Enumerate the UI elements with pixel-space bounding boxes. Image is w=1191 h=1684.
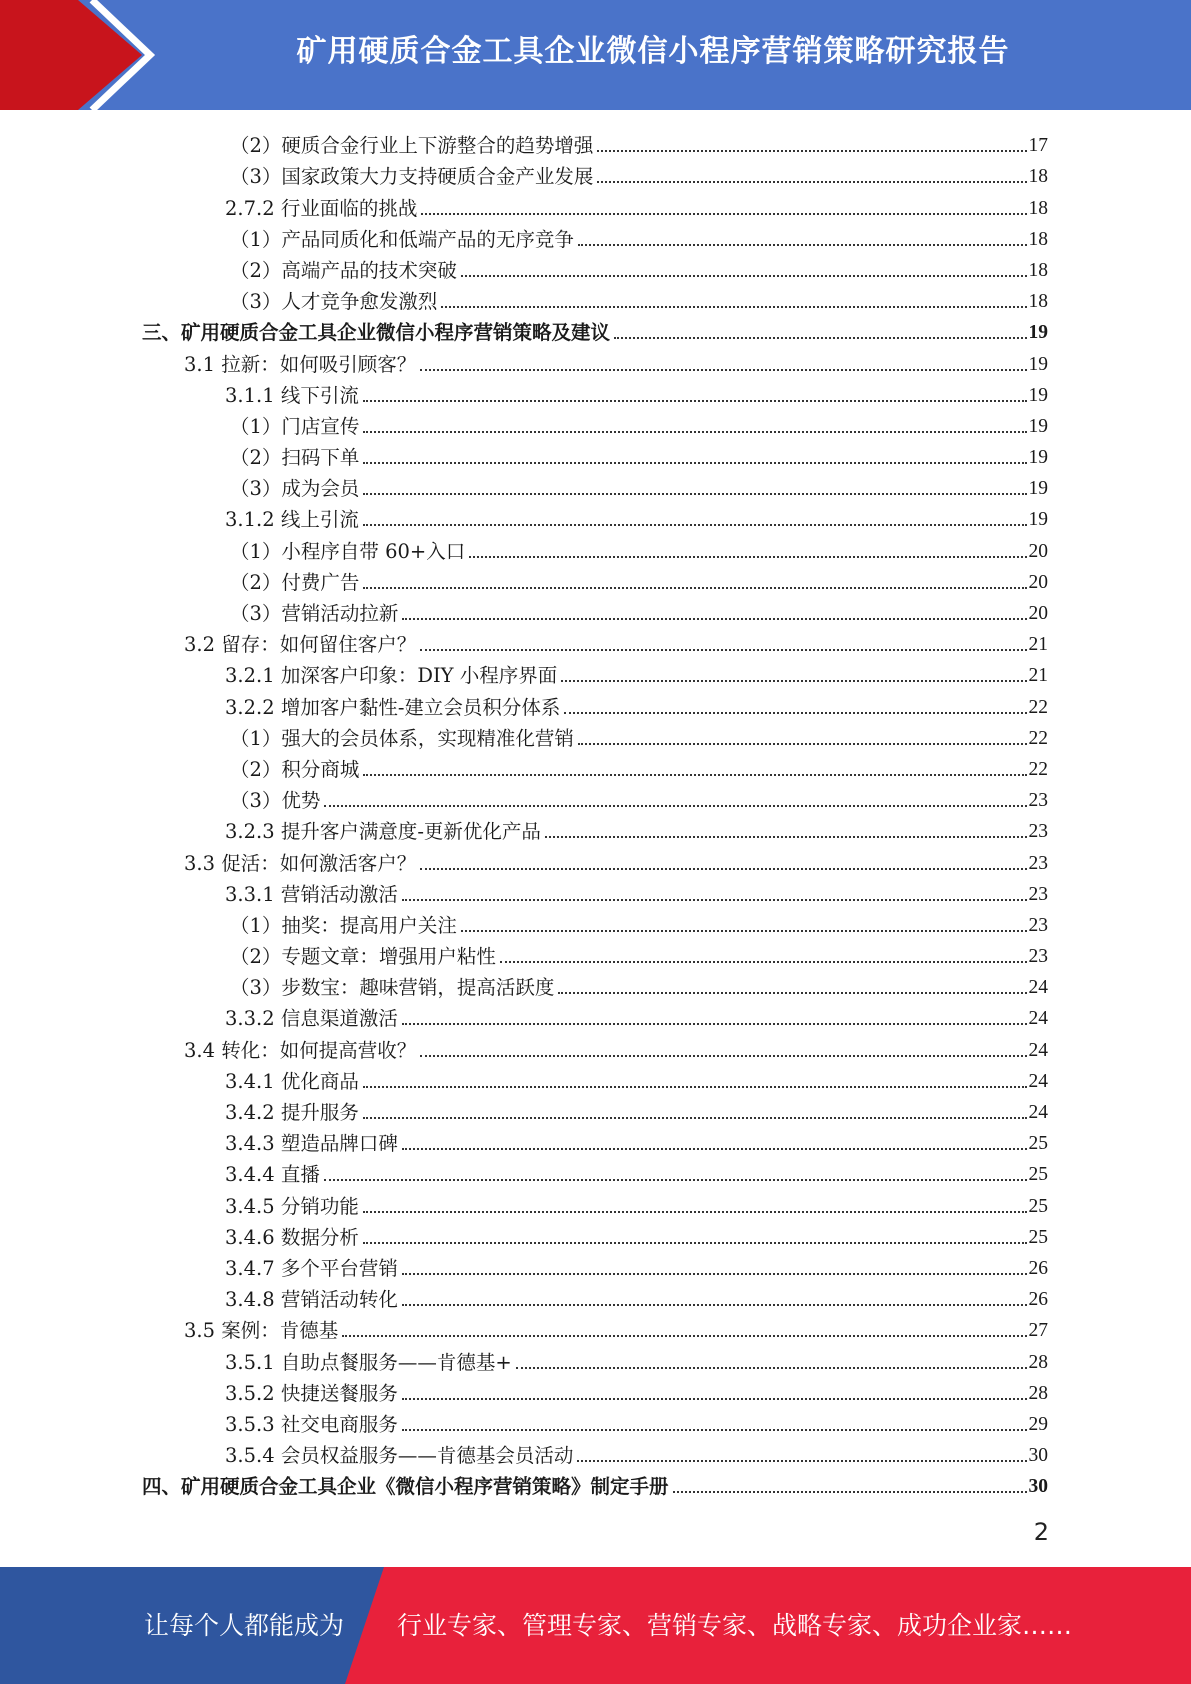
toc-entry-title: （3）人才竞争愈发激烈 [230, 290, 438, 314]
toc-entry[interactable] [142, 1437, 1048, 1468]
toc-dot-leader [402, 1304, 1027, 1306]
toc-entry-page: 24 [1028, 1039, 1048, 1061]
toc-dot-leader [597, 181, 1026, 183]
toc-dot-leader [363, 1086, 1027, 1088]
toc-entry[interactable] [142, 907, 1048, 938]
toc-entry-title: （2）付费广告 [230, 570, 360, 594]
page-header [0, 0, 1191, 110]
toc-entry-page: 20 [1028, 603, 1048, 624]
toc-entry-title: 2.7.2 行业面临的挑战 [225, 196, 418, 220]
toc-entry[interactable] [142, 1219, 1048, 1250]
toc-dot-leader [578, 743, 1027, 745]
toc-entry-page: 28 [1028, 1351, 1048, 1373]
toc-dot-leader [363, 524, 1027, 526]
toc-entry[interactable] [142, 189, 1048, 220]
toc-dot-leader [516, 1367, 1027, 1369]
toc-dot-leader [324, 805, 1026, 807]
toc-entry-title: 3.1.2 线上引流 [225, 508, 359, 532]
toc-entry-title: 3.4.7 多个平台营销 [225, 1256, 398, 1280]
toc-entry-page: 23 [1028, 946, 1048, 968]
toc-dot-leader [342, 1335, 1026, 1337]
toc-entry-title: 3.4.1 优化商品 [225, 1069, 359, 1093]
page-footer [0, 1567, 1191, 1684]
toc-entry-page: 23 [1028, 883, 1048, 905]
toc-entry-title: （3）国家政策大力支持硬质合金产业发展 [230, 165, 594, 189]
toc-entry-title: （3）优势 [230, 789, 321, 813]
toc-entry[interactable] [142, 314, 1048, 345]
toc-entry-page: 18 [1028, 291, 1048, 313]
toc-entry[interactable] [142, 345, 1048, 376]
toc-dot-leader [324, 1179, 1027, 1181]
toc-entry[interactable] [142, 1281, 1048, 1312]
toc-entry-page: 22 [1028, 758, 1048, 780]
toc-dot-leader [363, 462, 1026, 464]
toc-entry-page: 26 [1028, 1257, 1048, 1279]
toc-dot-leader [420, 1055, 1026, 1057]
toc-dot-leader [420, 868, 1026, 870]
toc-entry-title: 3.3 促活：如何激活客户？ [184, 851, 417, 875]
toc-dot-leader [441, 306, 1026, 308]
toc-entry-page: 24 [1028, 1008, 1048, 1030]
toc-entry-page: 17 [1028, 135, 1048, 157]
toc-dot-leader [363, 493, 1026, 495]
toc-entry[interactable] [142, 1000, 1048, 1031]
toc-entry[interactable] [142, 595, 1048, 626]
toc-entry[interactable] [142, 127, 1048, 158]
toc-entry-title: （1）产品同质化和低端产品的无序竞争 [230, 227, 574, 251]
toc-entry-title: （3）步数宝：趣味营销，提高活跃度 [230, 976, 555, 1000]
toc-entry-title: （2）扫码下单 [230, 446, 360, 470]
toc-entry-page: 25 [1028, 1195, 1048, 1217]
toc-dot-leader [402, 1148, 1027, 1150]
toc-entry[interactable] [142, 1094, 1048, 1125]
toc-entry[interactable] [142, 439, 1048, 470]
toc-entry[interactable] [142, 1406, 1048, 1437]
toc-entry-page: 22 [1028, 727, 1048, 749]
toc-entry-title: 3.2 留存：如何留住客户？ [184, 633, 417, 657]
toc-dot-leader [402, 899, 1027, 901]
toc-entry[interactable] [142, 1125, 1048, 1156]
toc-dot-leader [561, 680, 1026, 682]
toc-entry-page: 25 [1028, 1226, 1048, 1248]
toc-entry-title: 3.5.3 社交电商服务 [225, 1412, 398, 1436]
toc-entry-page: 23 [1028, 821, 1048, 843]
toc-entry-title: 3.4.6 数据分析 [225, 1225, 359, 1249]
toc-entry-title: （1）强大的会员体系，实现精准化营销 [230, 726, 574, 750]
toc-entry-title: 3.5.4 会员权益服务——肯德基会员活动 [225, 1444, 574, 1468]
toc-entry-page: 29 [1028, 1413, 1048, 1435]
toc-entry-page: 20 [1028, 571, 1048, 593]
toc-entry-page: 23 [1028, 790, 1048, 812]
toc-entry-page: 25 [1028, 1164, 1048, 1186]
toc-entry-page: 21 [1028, 634, 1048, 656]
table-of-contents [142, 127, 1048, 1499]
toc-entry-page: 19 [1028, 509, 1048, 531]
toc-entry-page: 27 [1028, 1320, 1048, 1342]
toc-dot-leader [564, 712, 1026, 714]
toc-entry[interactable] [142, 969, 1048, 1000]
toc-dot-leader [469, 556, 1026, 558]
toc-entry-page: 23 [1028, 914, 1048, 936]
toc-dot-leader [363, 1211, 1027, 1213]
toc-entry-title: （1）小程序自带 60+入口 [230, 539, 466, 563]
toc-dot-leader [363, 587, 1026, 589]
toc-entry-title: 三、矿用硬质合金工具企业微信小程序营销策略及建议 [142, 321, 611, 345]
toc-entry[interactable] [142, 876, 1048, 907]
toc-dot-leader [363, 431, 1026, 433]
toc-entry[interactable] [142, 1187, 1048, 1218]
toc-dot-leader [558, 992, 1026, 994]
toc-entry[interactable] [142, 1031, 1048, 1062]
toc-entry[interactable] [142, 252, 1048, 283]
toc-entry-page: 28 [1028, 1382, 1048, 1404]
toc-entry-page: 18 [1028, 259, 1048, 281]
toc-entry-page: 24 [1028, 1070, 1048, 1092]
toc-entry-title: 3.4.8 营销活动转化 [225, 1288, 398, 1312]
toc-entry-title: （2）硬质合金行业上下游整合的趋势增强 [230, 134, 594, 158]
toc-entry-title: 3.2.3 提升客户满意度-更新优化产品 [225, 820, 541, 844]
toc-dot-leader [420, 369, 1026, 371]
toc-entry-title: （2）积分商城 [230, 757, 360, 781]
toc-dot-leader [402, 1429, 1027, 1431]
toc-entry[interactable] [142, 1063, 1048, 1094]
toc-entry-page: 19 [1028, 322, 1048, 344]
toc-entry-title: 3.4 转化：如何提高营收？ [184, 1038, 417, 1062]
toc-entry-page: 24 [1028, 977, 1048, 999]
toc-entry[interactable] [142, 377, 1048, 408]
toc-dot-leader [402, 1023, 1027, 1025]
toc-entry-page: 20 [1028, 540, 1048, 562]
toc-entry-page: 18 [1028, 166, 1048, 188]
toc-dot-leader [461, 275, 1027, 277]
toc-entry-title: 3.2.2 增加客户黏性-建立会员积分体系 [225, 695, 561, 719]
toc-entry-page: 19 [1028, 384, 1048, 406]
toc-entry-page: 21 [1028, 665, 1048, 687]
toc-entry-title: 3.5 案例：肯德基 [184, 1319, 339, 1343]
toc-entry[interactable] [142, 813, 1048, 844]
toc-entry[interactable] [142, 564, 1048, 595]
toc-dot-leader [500, 961, 1027, 963]
toc-dot-leader [363, 774, 1026, 776]
toc-entry[interactable] [142, 1250, 1048, 1281]
toc-entry-title: （3）营销活动拉新 [230, 602, 399, 625]
toc-entry[interactable] [142, 221, 1048, 252]
toc-entry[interactable] [142, 1343, 1048, 1374]
toc-entry-title: （2）专题文章：增强用户粘性 [230, 945, 496, 969]
toc-entry-page: 23 [1028, 852, 1048, 874]
toc-entry-title: 3.1 拉新：如何吸引顾客？ [184, 352, 417, 376]
toc-entry[interactable] [142, 844, 1048, 875]
toc-dot-leader [363, 400, 1027, 402]
toc-entry-page: 19 [1028, 353, 1048, 375]
toc-entry-page: 18 [1028, 197, 1048, 219]
toc-dot-leader [614, 337, 1026, 339]
toc-entry-page: 30 [1028, 1445, 1048, 1467]
toc-entry-page: 22 [1028, 696, 1048, 718]
toc-entry-page: 19 [1028, 478, 1048, 500]
toc-entry[interactable] [142, 938, 1048, 969]
toc-entry-title: （1）门店宣传 [230, 414, 360, 438]
toc-entry[interactable] [142, 1375, 1048, 1406]
toc-entry-title: 3.1.1 线下引流 [225, 383, 359, 407]
toc-entry-title: 3.3.2 信息渠道激活 [225, 1007, 398, 1031]
toc-dot-leader [545, 836, 1027, 838]
toc-entry-title: 3.4.3 塑造品牌口碑 [225, 1132, 398, 1156]
toc-entry-title: 四、矿用硬质合金工具企业《微信小程序营销策略》制定手册 [142, 1475, 669, 1499]
toc-dot-leader [578, 244, 1027, 246]
toc-entry[interactable] [142, 501, 1048, 532]
toc-entry[interactable] [142, 532, 1048, 563]
toc-dot-leader [402, 618, 1026, 620]
toc-dot-leader [461, 930, 1027, 932]
toc-entry-page: 30 [1028, 1476, 1048, 1498]
toc-entry[interactable] [142, 657, 1048, 688]
footer-slogan-right: 行业专家、管理专家、营销专家、战略专家、成功企业家…… [397, 1611, 1073, 1640]
toc-entry[interactable] [142, 1312, 1048, 1343]
toc-entry[interactable] [142, 751, 1048, 782]
page-number: 2 [1033, 1518, 1049, 1546]
toc-dot-leader [577, 1460, 1026, 1462]
toc-entry-title: 3.5.1 自助点餐服务——肯德基+ [225, 1350, 512, 1374]
toc-dot-leader [363, 1242, 1027, 1244]
toc-dot-leader [402, 1273, 1027, 1275]
document-title: 矿用硬质合金工具企业微信小程序营销策略研究报告 [296, 34, 1010, 69]
toc-entry-title: 3.4.4 直播 [225, 1163, 320, 1187]
toc-entry-page: 24 [1028, 1102, 1048, 1123]
toc-entry-page: 19 [1028, 447, 1048, 469]
toc-entry[interactable] [142, 1156, 1048, 1187]
toc-dot-leader [402, 1398, 1027, 1400]
toc-entry[interactable] [142, 720, 1048, 751]
toc-entry[interactable] [142, 470, 1048, 501]
toc-entry-title: 3.5.2 快捷送餐服务 [225, 1381, 398, 1405]
toc-entry[interactable] [142, 158, 1048, 189]
toc-dot-leader [421, 213, 1026, 215]
toc-entry-title: （2）高端产品的技术突破 [230, 258, 457, 282]
toc-dot-leader [420, 649, 1026, 651]
toc-entry-page: 19 [1028, 415, 1048, 437]
toc-entry-title: 3.4.2 提升服务 [225, 1101, 359, 1124]
toc-entry[interactable] [142, 408, 1048, 439]
toc-entry-page: 26 [1028, 1289, 1048, 1311]
toc-entry-title: 3.4.5 分销功能 [225, 1194, 359, 1218]
toc-entry[interactable] [142, 1468, 1048, 1499]
toc-entry[interactable] [142, 626, 1048, 657]
toc-dot-leader [363, 1117, 1027, 1119]
toc-entry-title: 3.2.1 加深客户印象：DIY 小程序界面 [225, 664, 558, 688]
toc-dot-leader [597, 150, 1026, 152]
toc-entry[interactable] [142, 283, 1048, 314]
toc-entry-title: 3.3.1 营销活动激活 [225, 882, 398, 906]
toc-entry-page: 25 [1028, 1133, 1048, 1155]
toc-entry-title: （1）抽奖：提高用户关注 [230, 913, 457, 937]
toc-entry[interactable] [142, 782, 1048, 813]
toc-dot-leader [673, 1491, 1027, 1493]
footer-slogan-left: 让每个人都能成为 [144, 1611, 345, 1640]
toc-entry-title: （3）成为会员 [230, 477, 360, 501]
toc-entry[interactable] [142, 688, 1048, 719]
toc-entry-page: 18 [1028, 228, 1048, 250]
